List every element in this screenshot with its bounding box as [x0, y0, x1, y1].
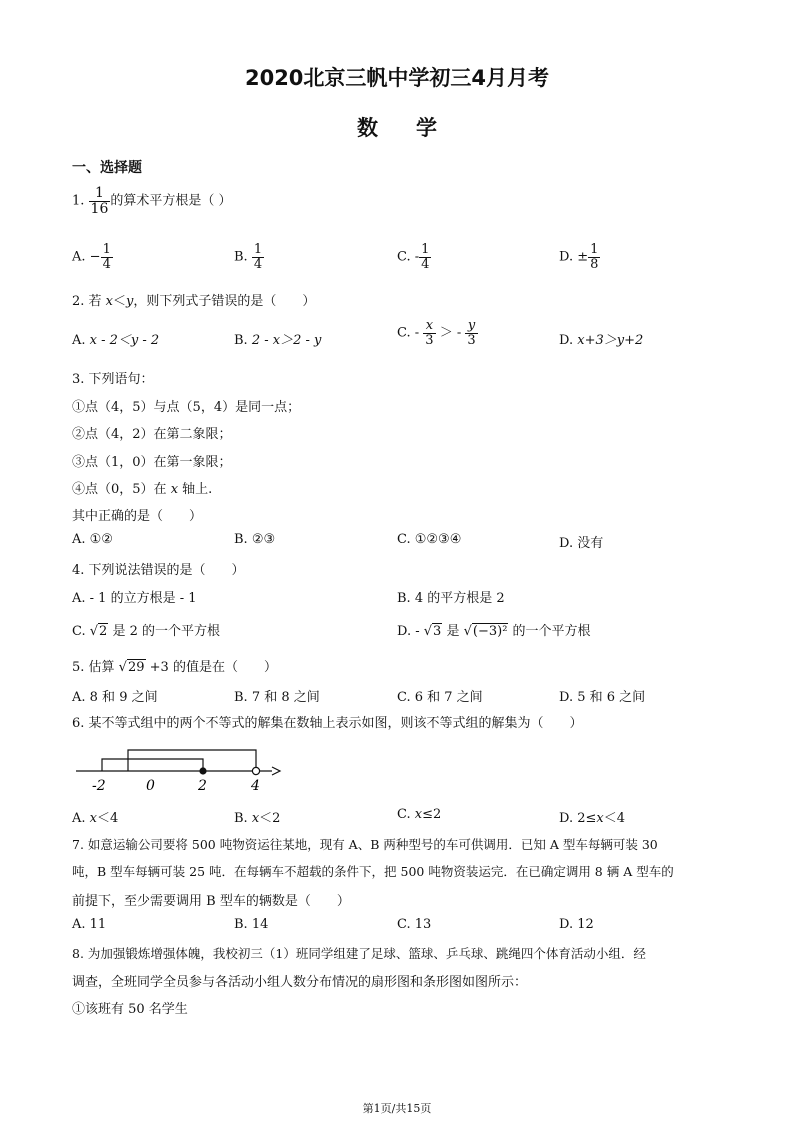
q3-option-b: B. ②③: [234, 532, 276, 547]
section-heading: 一、选择题: [72, 160, 142, 176]
tick-label-2: 2: [198, 778, 207, 794]
option-label: D.: [559, 249, 578, 265]
q5-option-c: C. 6 和 7 之间: [397, 690, 483, 705]
option-label: C.: [397, 807, 415, 822]
fraction: [419, 243, 431, 271]
option-text: ≤2: [422, 807, 442, 822]
radicand: 3: [433, 624, 442, 639]
q6-option-a: [72, 807, 118, 826]
fraction-denominator: 3: [467, 332, 476, 348]
q1-text: 的算术平方根是（ ）: [110, 193, 232, 209]
statement-2: ②点（4，2）在第二象限；: [72, 427, 232, 442]
q4-option-b: B. 4 的平方根是 2: [397, 591, 505, 606]
option-label: D.: [559, 333, 578, 348]
question-3: 3. 下列语句：: [72, 372, 154, 387]
q5-option-b: B. 7 和 8 之间: [234, 690, 320, 705]
statement-text: 轴上.: [178, 482, 213, 497]
sign: −: [89, 249, 101, 265]
open-point-4: [252, 767, 259, 774]
q2-text: ，则下列式子错误的是（ ）: [133, 294, 316, 309]
option-label: D. 2≤: [559, 811, 597, 826]
var-x: x: [596, 811, 604, 826]
statement-4: [72, 478, 212, 497]
var-x: x: [251, 811, 260, 826]
option-label: B.: [234, 333, 252, 348]
q1-option-c: [397, 243, 431, 271]
radicand: 2: [99, 624, 108, 639]
q6-option-c: [397, 807, 441, 822]
q3-option-d: D. 没有: [559, 536, 604, 551]
fraction-numerator: 1: [253, 242, 263, 257]
question-5: [72, 656, 277, 675]
sign: ±: [577, 249, 589, 265]
var-x: x: [414, 807, 423, 822]
question-7-line-3: 前提下，至少需要调用 B 型车的辆数是（ ）: [72, 894, 350, 909]
fraction-denominator: 4: [102, 256, 111, 272]
q7-option-c: C. 13: [397, 917, 432, 932]
statement-3: ③点（1，0）在第一象限；: [72, 455, 232, 470]
q7-option-d: D. 12: [559, 917, 594, 932]
option-text: ＜2: [259, 811, 281, 826]
q3-option-a: A. ①②: [72, 532, 113, 547]
q7-option-a: A. 11: [72, 917, 107, 932]
q1-option-d: [559, 243, 600, 271]
q5-option-a: A. 8 和 9 之间: [72, 690, 158, 705]
option-text: 是 2 的一个平方根: [108, 624, 220, 639]
q3-ask: 其中正确的是（ ）: [72, 509, 203, 524]
solution-bracket-x-le-2: [102, 759, 203, 771]
fraction-denominator: 3: [425, 332, 434, 348]
question-8-line-1: 8. 为加强锻炼增强体魄，我校初三（1）班同学组建了足球、篮球、乒乓球、跳绳四个体育活动小组．经: [72, 946, 646, 961]
number-line-figure: [72, 740, 282, 796]
q4-option-d: [397, 620, 591, 639]
fraction-denominator: 4: [421, 256, 430, 272]
radicand: (−3)²: [472, 624, 508, 639]
q4-option-a: A. - 1 的立方根是 - 1: [72, 591, 197, 606]
fraction-numerator: 1: [421, 242, 430, 257]
q7-option-b: B. 14: [234, 917, 269, 932]
fraction-numerator: 1: [89, 186, 111, 202]
var-x: x: [89, 811, 97, 826]
question-1: [72, 186, 232, 216]
radical-sign: √: [118, 660, 127, 675]
q1-number: 1.: [72, 193, 89, 209]
question-4: 4. 下列说法错误的是（ ）: [72, 563, 245, 578]
expression: 2 - x＞2 - y: [251, 333, 322, 348]
fraction-denominator: 8: [590, 256, 599, 272]
fraction-denominator: 16: [90, 200, 109, 217]
q2-option-a: [72, 329, 159, 348]
tick-label-4: 4: [251, 778, 260, 794]
option-label: A.: [72, 333, 90, 348]
q5-text: 5. 估算: [72, 660, 119, 675]
expression: x - 2＜y - 2: [89, 333, 160, 348]
q8-statement-1: ①该班有 50 名学生: [72, 1002, 188, 1017]
fraction: [588, 243, 600, 271]
q6-option-b: [234, 807, 280, 826]
fraction: [465, 319, 477, 347]
fraction: [252, 243, 264, 271]
question-2: [72, 290, 315, 309]
fraction-denominator: 4: [253, 256, 263, 272]
q4-option-c: [72, 620, 220, 639]
q3-option-c: C. ①②③④: [397, 532, 462, 547]
page-title: 2020北京三帆中学初三4月月考: [244, 66, 550, 90]
option-text: ＜4: [97, 811, 119, 826]
radical-sign: √: [463, 624, 472, 639]
q1-option-b: [234, 243, 264, 271]
axis-arrow: [272, 767, 280, 775]
fraction-numerator: 1: [590, 242, 599, 257]
radical-sign: √: [89, 624, 99, 639]
var-x: x: [170, 482, 179, 497]
statement-1: ①点（4，5）与点（5，4）是同一点；: [72, 400, 301, 415]
radicand: 29: [127, 660, 145, 675]
option-label: A.: [72, 249, 90, 265]
option-label: B.: [234, 811, 252, 826]
q2-text: 2. 若: [72, 294, 106, 309]
fraction: [423, 319, 435, 347]
subject-title: 数学: [357, 116, 475, 140]
statement-text: ④点（0，5）在: [72, 482, 171, 497]
question-6: 6. 某不等式组中的两个不等式的解集在数轴上表示如图，则该不等式组的解集为（ ）: [72, 716, 583, 731]
solution-bracket-x-lt-4: [128, 750, 256, 771]
q2-option-c: [397, 319, 478, 347]
closed-point-2: [199, 767, 206, 774]
expression: x+3＞y+2: [577, 333, 644, 348]
option-label: D. -: [397, 624, 424, 639]
page-footer: 第1页/共15页: [362, 1102, 432, 1115]
q5-option-d: D. 5 和 6 之间: [559, 690, 646, 705]
option-text: 是: [442, 624, 464, 639]
fraction-numerator: 1: [102, 242, 111, 257]
radical-sign: √: [423, 624, 433, 639]
option-label: B.: [234, 249, 252, 265]
option-text: 的一个平方根: [508, 624, 591, 639]
less-than: ＜: [113, 294, 127, 309]
option-label: C. -: [397, 325, 424, 341]
tick-label-0: 0: [146, 778, 155, 794]
option-label: C.: [397, 249, 415, 265]
sign: -: [414, 249, 420, 265]
option-label: C.: [72, 624, 90, 639]
comparison: ＞ -: [435, 325, 466, 341]
option-text: ＜4: [603, 811, 626, 826]
question-7-line-2: 吨，B 型车每辆可装 25 吨．在每辆车不超载的条件下，把 500 吨物资装运完．在已确定调用 8 辆 A 型车的: [72, 864, 674, 879]
option-label: A.: [72, 811, 90, 826]
q1-option-a: [72, 243, 113, 271]
tick-label-neg2: -2: [92, 778, 106, 794]
q2-option-d: [559, 329, 643, 348]
question-7-line-1: 7. 如意运输公司要将 500 吨物资运往某地，现有 A、B 两种型号的车可供调用．已知 A 型车每辆可装 30: [72, 837, 658, 852]
q2-option-b: [234, 329, 321, 348]
fraction-numerator: x: [423, 319, 435, 334]
var-x: x: [105, 294, 114, 309]
var-y: y: [126, 294, 134, 309]
fraction-numerator: y: [465, 319, 477, 334]
question-8-line-2: 调查，全班同学全员参与各活动小组人数分布情况的扇形图和条形图如图所示：: [72, 975, 528, 990]
q1-fraction: [89, 186, 111, 216]
q6-option-d: [559, 807, 625, 826]
q5-text: +3 的值是在（ ）: [145, 660, 277, 675]
fraction: [101, 243, 113, 271]
